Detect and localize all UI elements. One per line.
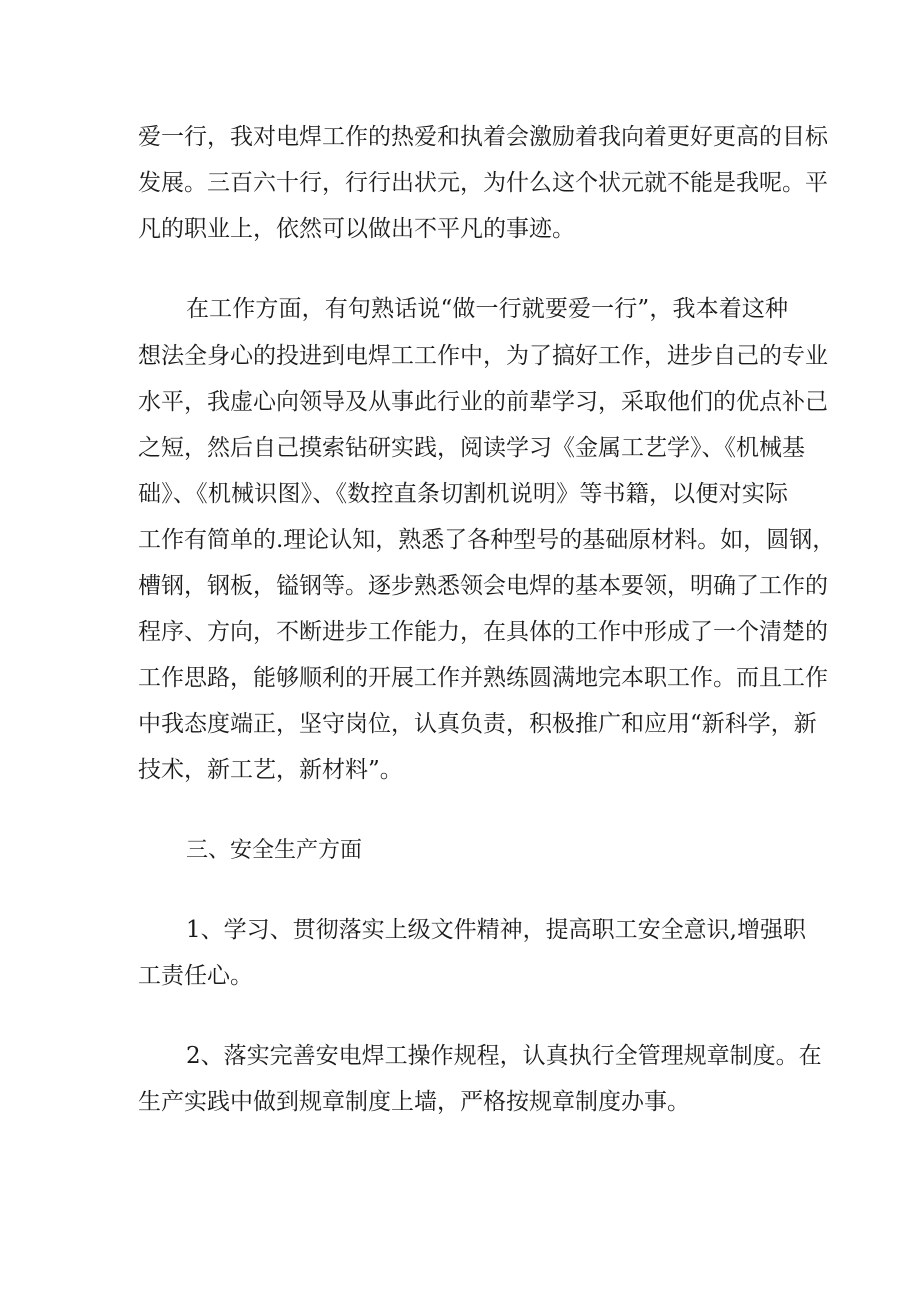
paragraph-line: 1、学习、贯彻落实上级文件精神，提高职工安全意识,增强职 bbox=[186, 917, 806, 943]
paragraph-line: 爱一行，我对电焊工作的热爱和执着会激励着我向着更好更高的目标 bbox=[138, 124, 828, 150]
section-heading: 三、安全生产方面 bbox=[186, 838, 363, 863]
paragraph-line: 之短，然后自己摸索钻研实践，阅读学习《金属工艺学》、《机械基 bbox=[138, 435, 805, 461]
paragraph-line: 想法全身心的投进到电焊工工作中，为了搞好工作，进步自己的专业 bbox=[138, 343, 828, 369]
paragraph-line: 发展。三百六十行，行行出状元，为什么这个状元就不能是我呢。平 bbox=[138, 170, 828, 196]
paragraph-line: 技术，新工艺，新材料”。 bbox=[138, 757, 403, 783]
paragraph-line: 中我态度端正，坚守岗位，认真负责，积极推广和应用“新科学，新 bbox=[138, 711, 817, 737]
paragraph-line: 在工作方面，有句熟话说“做一行就要爱一行”，我本着这种 bbox=[186, 296, 788, 322]
paragraph-line: 凡的职业上，依然可以做出不平凡的事迹。 bbox=[138, 216, 575, 242]
paragraph-line: 工作有简单的.理论认知，熟悉了各种型号的基础原材料。如，圆钢， bbox=[138, 527, 836, 553]
paragraph-line: 2、落实完善安电焊工操作规程，认真执行全管理规章制度。在 bbox=[186, 1043, 822, 1069]
paragraph-line: 程序、方向，不断进步工作能力，在具体的工作中形成了一个清楚的 bbox=[138, 619, 828, 645]
paragraph-line: 础》、《机械识图》、《数控直条切割机说明》等书籍，以便对实际 bbox=[138, 481, 788, 507]
paragraph-line: 工责任心。 bbox=[138, 963, 253, 989]
paragraph-line: 水平，我虚心向领导及从事此行业的前辈学习，采取他们的优点补己 bbox=[138, 389, 828, 415]
paragraph-line: 生产实践中做到规章制度上墙，严格按规章制度办事。 bbox=[138, 1089, 690, 1115]
paragraph-line: 槽钢，钢板，镒钢等。逐步熟悉领会电焊的基本要领，明确了工作的 bbox=[138, 573, 828, 599]
paragraph-line: 工作思路，能够顺利的开展工作并熟练圆满地完本职工作。而且工作 bbox=[138, 665, 828, 691]
